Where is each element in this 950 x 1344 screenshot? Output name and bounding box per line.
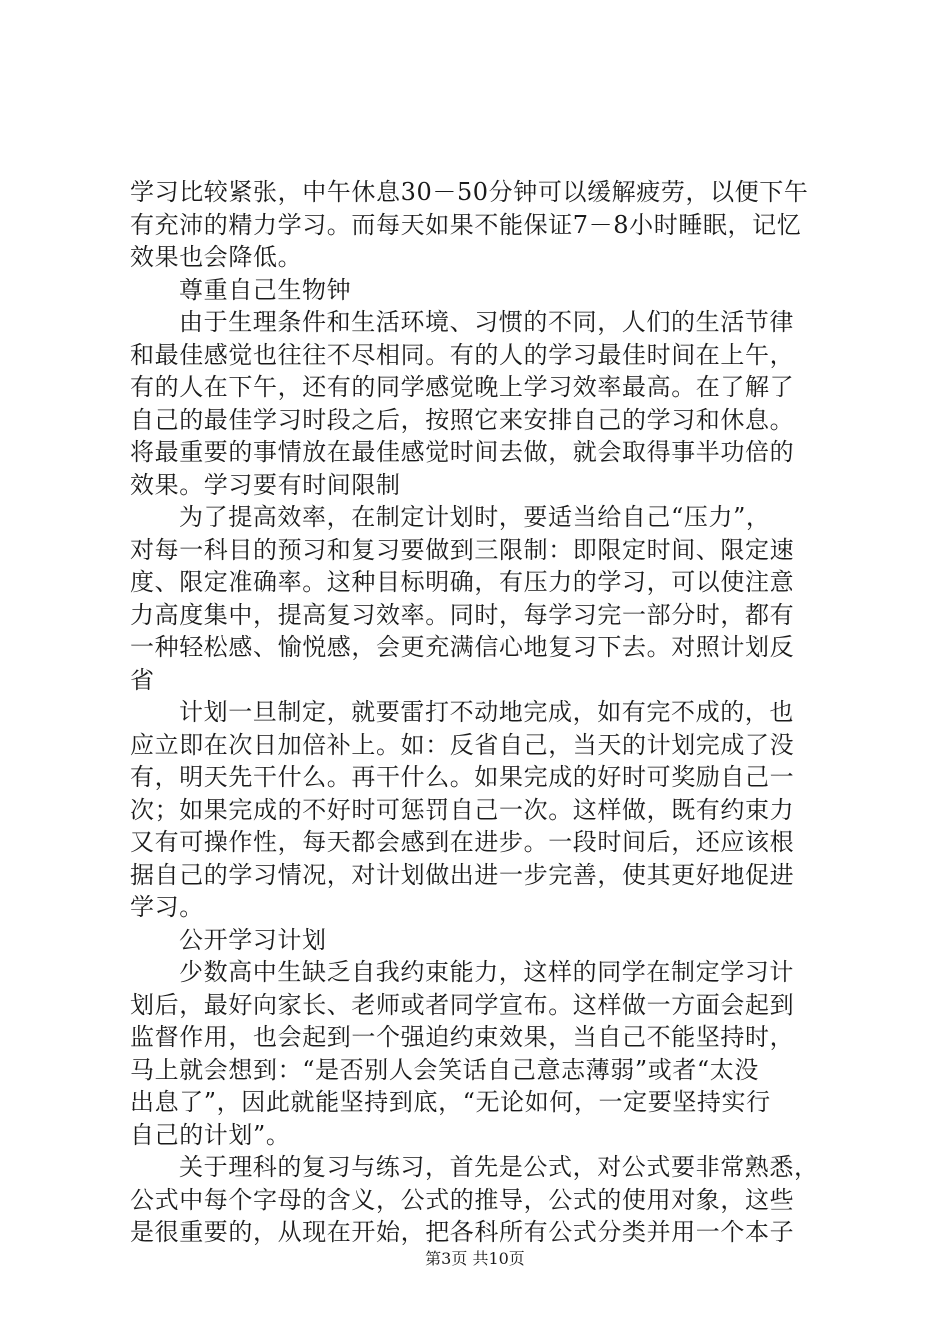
- text-line: 出息了”，因此就能坚持到底，“无论如何，一定要坚持实行: [130, 1088, 771, 1116]
- text-line: 学习比较紧张，中午休息30－50分钟可以缓解疲劳，以便下午: [130, 178, 809, 206]
- text-line: 效果。学习要有时间限制: [130, 470, 401, 499]
- text-line: 和最佳感觉也往往不尽相同。有的人的学习最佳时间在上午，: [130, 340, 795, 369]
- text-line: 对每一科目的预习和复习要做到三限制：即限定时间、限定速: [130, 535, 795, 564]
- document-body: [130, 176, 830, 1249]
- text-line: 公式中每个字母的含义，公式的推导，公式的使用对象，这些: [130, 1185, 795, 1214]
- section-heading: 尊重自己生物钟: [179, 275, 352, 304]
- paragraph-first-line: 少数高中生缺乏自我约束能力，这样的同学在制定学习计: [179, 958, 794, 986]
- paragraph-first-line: 计划一旦制定，就要雷打不动地完成，如有完不成的，也: [179, 698, 794, 726]
- text-line: 省: [130, 665, 155, 694]
- text-line: 应立即在次日加倍补上。如：反省自己，当天的计划完成了没: [130, 730, 795, 759]
- text-line: 马上就会想到：“是否别人会笑话自己意志薄弱”或者“太没: [130, 1055, 760, 1084]
- text-line: 将最重要的事情放在最佳感觉时间去做，就会取得事半功倍的: [130, 438, 795, 466]
- text-line: 有的人在下午，还有的同学感觉晚上学习效率最高。在了解了: [130, 373, 795, 401]
- text-line: 效果也会降低。: [130, 243, 303, 271]
- text-line: 有，明天先干什么。再干什么。如果完成的好时可奖励自己一: [130, 763, 795, 791]
- text-line: 度、限定准确率。这种目标明确，有压力的学习，可以使注意: [130, 568, 795, 596]
- text-line: 力高度集中，提高复习效率。同时，每学习完一部分时，都有: [130, 600, 795, 629]
- text-line: 一种轻松感、愉悦感，会更充满信心地复习下去。对照计划反: [130, 633, 795, 661]
- text-line: 是很重要的，从现在开始，把各科所有公式分类并用一个本子: [130, 1218, 795, 1246]
- paragraph-first-line: 由于生理条件和生活环境、习惯的不同，人们的生活节律: [179, 308, 794, 336]
- text-line: 自己的计划”。: [130, 1120, 291, 1149]
- text-line: 又有可操作性，每天都会感到在进步。一段时间后，还应该根: [130, 828, 795, 856]
- text-line: 自己的最佳学习时段之后，按照它来安排自己的学习和休息。: [130, 405, 795, 434]
- paragraph-first-line: 关于理科的复习与练习，首先是公式，对公式要非常熟悉，: [179, 1153, 819, 1181]
- text-line: 划后，最好向家长、老师或者同学宣布。这样做一方面会起到: [130, 990, 795, 1019]
- text-line: 有充沛的精力学习。而每天如果不能保证7－8小时睡眠，记忆: [130, 210, 802, 239]
- text-line: 学习。: [130, 893, 204, 921]
- page-number-footer: 第3页 共10页: [425, 1249, 525, 1268]
- section-heading: 公开学习计划: [179, 925, 327, 954]
- text-line: 监督作用，也会起到一个强迫约束效果，当自己不能坚持时，: [130, 1023, 795, 1051]
- text-line: 次；如果完成的不好时可惩罚自己一次。这样做，既有约束力: [130, 795, 795, 824]
- text-line: 据自己的学习情况，对计划做出进一步完善，使其更好地促进: [130, 860, 795, 889]
- paragraph-first-line: 为了提高效率，在制定计划时，要适当给自己“压力”，: [179, 503, 771, 531]
